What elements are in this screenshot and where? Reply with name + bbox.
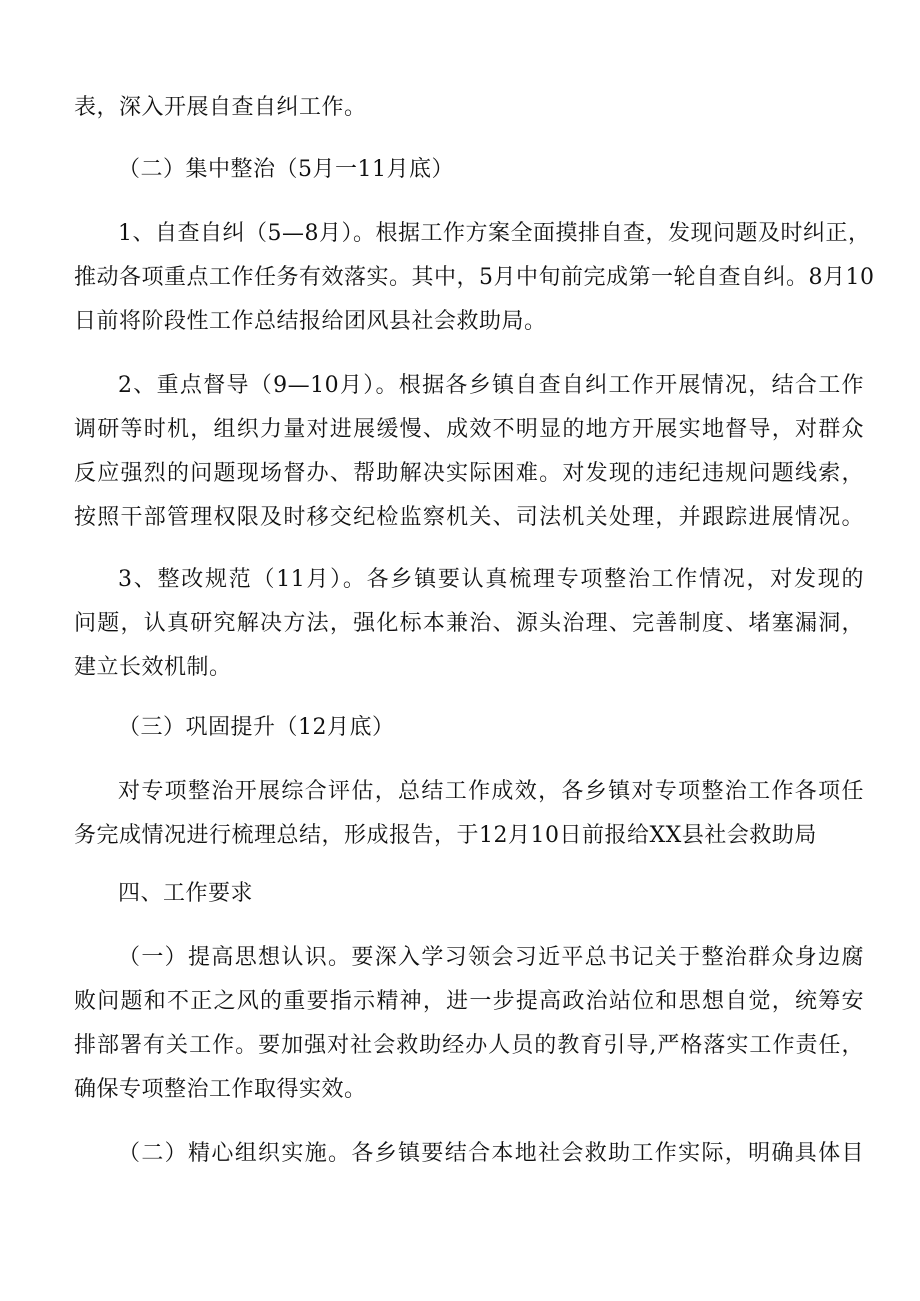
section-heading: （二）集中整治（5月一11月底） [118, 157, 454, 182]
text-line: 确保专项整治工作取得实效。 [74, 1077, 367, 1102]
text-line: 建立长效机制。 [74, 655, 232, 680]
text-line: 败问题和不正之风的重要指示精神，进一步提高政治站位和思想自觉，统筹安 [74, 989, 864, 1014]
text-line: 对专项整治开展综合评估，总结工作成效，各乡镇对专项整治工作各项任 [118, 779, 864, 804]
text-line: 3、整改规范（11月）。各乡镇要认真梳理专项整治工作情况，对发现的 [118, 567, 864, 592]
text-line: （二）精心组织实施。各乡镇要结合本地社会救助工作实际，明确具体目 [118, 1141, 864, 1166]
text-line: 1、自查自纠（5—8月）。根据工作方案全面摸排自查，发现问题及时纠正， [118, 221, 871, 246]
text-line: 2、重点督导（9—10月）。根据各乡镇自查自纠工作开展情况，结合工作 [118, 373, 864, 398]
text-line: 推动各项重点工作任务有效落实。其中，5月中旬前完成第一轮自查自纠。8月10 [74, 265, 875, 290]
section-heading: （三）巩固提升（12月底） [118, 715, 395, 740]
text-line: 调研等时机，组织力量对进展缓慢、成效不明显的地方开展实地督导，对群众 [74, 417, 864, 442]
text-line: 按照干部管理权限及时移交纪检监察机关、司法机关处理，并跟踪进展情况。 [74, 505, 864, 530]
text-line: 表，深入开展自查自纠工作。 [74, 95, 367, 120]
text-line: 日前将阶段性工作总结报给团风县社会救助局。 [74, 309, 547, 334]
text-line: 排部署有关工作。要加强对社会救助经办人员的教育引导,严格落实工作责任， [74, 1033, 864, 1058]
text-line: 反应强烈的问题现场督办、帮助解决实际困难。对发现的违纪违规问题线索， [74, 461, 864, 486]
text-line: （一）提高思想认识。要深入学习领会习近平总书记关于整治群众身边腐 [118, 945, 864, 970]
section-heading: 四、工作要求 [118, 881, 254, 906]
text-line: 务完成情况进行梳理总结，形成报告，于12月10日前报给XX县社会救助局 [74, 823, 817, 848]
text-line: 问题，认真研究解决方法，强化标本兼治、源头治理、完善制度、堵塞漏洞， [74, 611, 864, 636]
